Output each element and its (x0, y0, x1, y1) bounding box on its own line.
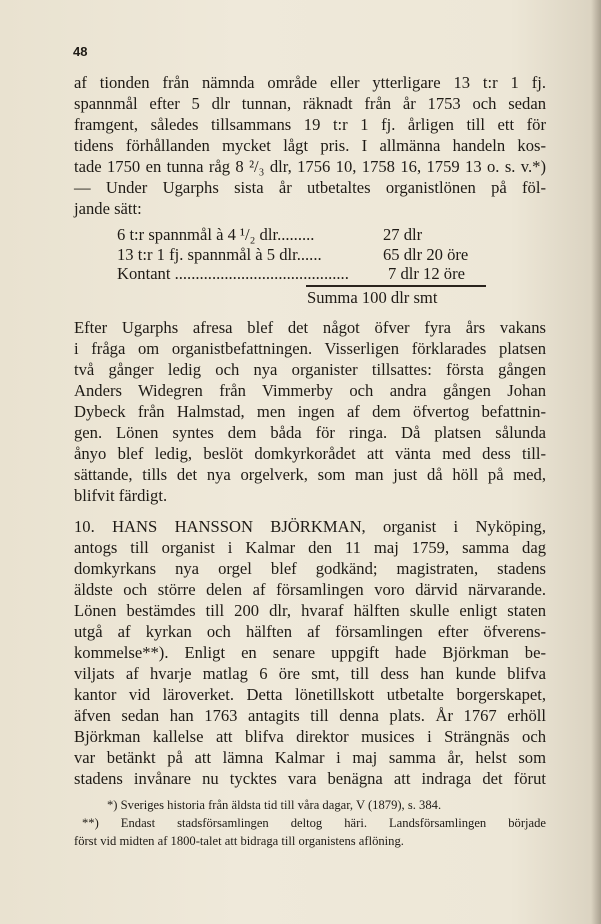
page-edge-shadow (591, 0, 601, 924)
text-line: Björkman kallelse att blifva direktor musices i Strängnäs och (74, 727, 546, 746)
text-line: jande sätt: (74, 199, 142, 218)
text-line: äldste och större delen af församlingen voro därvid närvarande. (74, 580, 546, 599)
text-line: af tionden från nämnda område eller ytterligare 13 t:r 1 fj. (74, 73, 546, 92)
text-line: utgå af kyrkan och hälften af församlingen efter öfverens- (74, 622, 546, 641)
salary-item: Kontant .......................................... (117, 264, 349, 283)
text-line: ånyo blef ledig, beslöt domkyrkorådet att vänta med dess till- (74, 444, 546, 463)
text-line: Lönen bestämdes till 200 dlr, hvaraf hälften skulle enligt staten (74, 601, 546, 620)
salary-total: Summa 100 dlr smt (307, 288, 438, 307)
salary-item: 6 t:r spannmål à 4 ¹/₂ dlr......... (117, 225, 315, 244)
text-line: spannmål efter 5 dlr tunnan, räknadt från år 1753 och sedan (74, 94, 546, 113)
text-line: — Under Ugarphs sista år utbetaltes organistlönen på föl- (74, 178, 546, 197)
salary-amount: 27 dlr (383, 225, 423, 244)
text-line: antogs till organist i Kalmar den 11 maj 1759, samma dag (74, 538, 546, 557)
text-line: gen. Lönen syntes dem båda för ringa. Då platsen sålunda (74, 423, 546, 442)
text-line: viljats af hvarje matlag 6 öre smt, till dess han kunde blifva (74, 664, 546, 683)
text-line: tidens förhållanden mycket lågt pris. I allmänna handeln kos- (74, 136, 546, 155)
text-line: äfven sedan han 1763 antagits till denna plats. År 1767 erhöll (74, 706, 546, 725)
text-line: Efter Ugarphs afresa blef det något öfver fyra års vakans (74, 318, 546, 337)
footnote: **) Endast stadsförsamlingen deltog häri. Landsförsamlingen började (82, 816, 546, 830)
text-line: var betänkt på att lämna Kalmar i maj samma år, helst som (74, 748, 546, 767)
text-line: sättande, tills det nya orgelverk, som man just då höll på med, (74, 465, 546, 484)
text-line: Dybeck från Halmstad, men ingen af dem öfvertog befattnin- (74, 402, 546, 421)
section-heading-line: 10. HANS HANSSON BJÖRKMAN, organist i Nyköping, (74, 517, 546, 536)
text-line: kommelse**). Enligt en senare uppgift hade Björkman be- (74, 643, 546, 662)
salary-amount: 7 dlr 12 öre (388, 264, 465, 283)
text-line: stadens invånare nu tycktes vara benägna att indraga det förut (74, 769, 546, 788)
text-line: två gånger ledig och nya organister tillsattes: första gången (74, 360, 546, 379)
text-line: tade 1750 en tunna råg 8 ²/₃ dlr, 1756 10, 1758 16, 1759 13 o. s. v.*) (74, 157, 546, 176)
text-line: blifvit färdigt. (74, 486, 168, 505)
page-number: 48 (73, 44, 88, 59)
text-line: kantor vid läroverket. Detta lönetillskott utbetalte borgerskapet, (74, 685, 546, 704)
text-line: framgent, således tillsammans 19 t:r 1 fj. årligen till ett för (74, 115, 546, 134)
salary-amount: 65 dlr 20 öre (383, 245, 469, 264)
salary-item: 13 t:r 1 fj. spannmål à 5 dlr...... (117, 245, 322, 264)
text-line: Anders Widegren från Vimmerby och andra gången Johan (74, 381, 546, 400)
footnote: *) Sveriges historia från äldsta tid till våra dagar, V (1879), s. 384. (107, 798, 442, 812)
text-line: i fråga om organistbefattningen. Visserligen förklarades platsen (74, 339, 546, 358)
footnote: först vid midten af 1800-talet att bidraga till organistens aflöning. (74, 834, 404, 848)
text-line: domkyrkans nya orgel blef godkänd; magistraten, stadens (74, 559, 546, 578)
